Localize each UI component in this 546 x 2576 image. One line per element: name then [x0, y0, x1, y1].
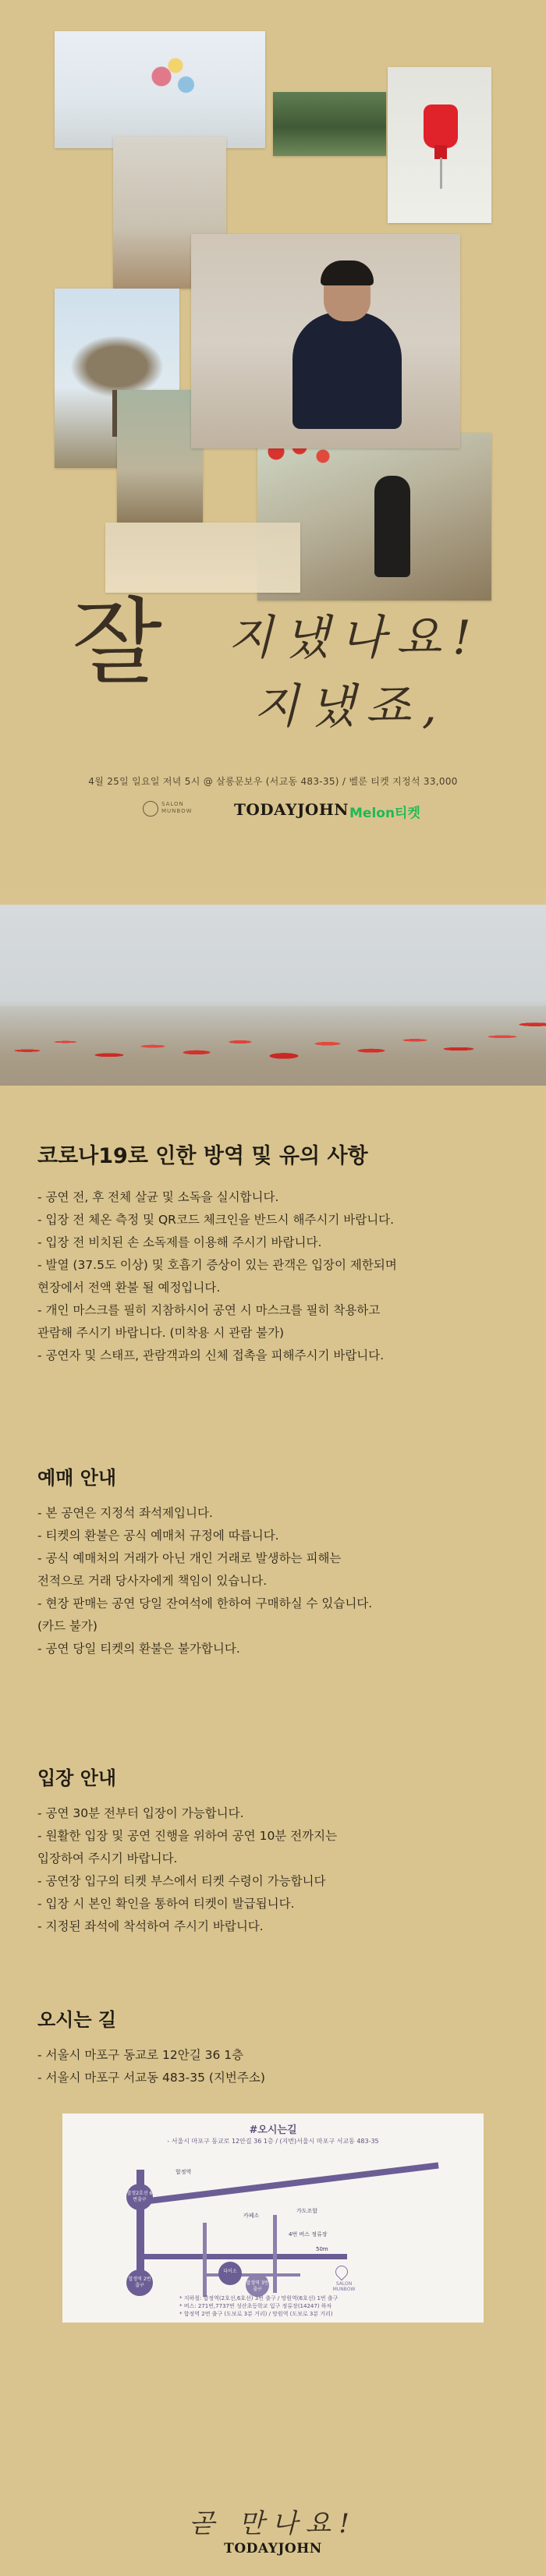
map-note: * 버스: 271번,7737번 성산초등학교 입구 정류장(14247) 하차: [179, 2303, 332, 2309]
map-road: [273, 2215, 277, 2293]
hanging-decorations: [140, 55, 211, 109]
hero-title-line2: 지냈죠,: [254, 679, 448, 734]
photo-man-crouching: [117, 390, 203, 523]
list-item: - 입장 전 비치된 손 소독제를 이용해 주시기 바랍니다.: [37, 1235, 322, 1249]
list-item: - 티켓의 환불은 공식 예매처 규정에 따릅니다.: [37, 1529, 279, 1543]
list-item: - 본 공연은 지정석 좌석제입니다.: [37, 1506, 213, 1520]
booking-list: [37, 1502, 513, 1660]
list-item: 관람해 주시기 바랍니다. (미착용 시 관람 불가): [37, 1326, 285, 1340]
list-item: - 공연 30분 전부터 입장이 가능합니다.: [37, 1806, 244, 1820]
list-item: - 공식 예매처의 거래가 아닌 개인 거래로 발생하는 피해는: [37, 1551, 342, 1565]
map-label: 가도조합: [296, 2208, 318, 2214]
list-item: - 공연 전, 후 전체 살균 및 소독을 실시합니다.: [37, 1190, 279, 1204]
push-pin-icon: [424, 105, 458, 148]
list-item: - 입장 시 본인 확인을 통하여 티켓이 발급됩니다.: [37, 1897, 295, 1911]
covid-notice-list: [37, 1186, 513, 1367]
list-item: - 공연자 및 스태프, 관람객과의 신체 접촉을 피해주시기 바랍니다.: [37, 1348, 385, 1362]
list-item: 입장하여 주시기 바랍니다.: [37, 1851, 178, 1866]
list-item: (카드 불가): [37, 1619, 98, 1633]
event-info: 4월 25일 일요일 저녁 5시 @ 살롱문보우 (서교동 483-35) / 벨룬 티켓 지정석 33,000: [88, 776, 458, 787]
photo-push-pin: [388, 67, 491, 223]
location-pin-icon: [333, 2263, 351, 2281]
directions-list: [37, 2044, 513, 2089]
artist-logo: TODAYJOHN: [234, 800, 349, 819]
photo-sky-decorations: [55, 31, 265, 148]
map-station: 다이소: [218, 2262, 242, 2285]
photo-portrait: [191, 234, 460, 448]
booking-title: 예매 안내: [37, 1467, 117, 1489]
hero-title-char: 잘: [72, 589, 164, 697]
list-item: - 현장 판매는 공연 당일 잔여석에 한하여 구매하실 수 있습니다.: [37, 1596, 373, 1610]
map-road: [203, 2223, 207, 2297]
booking-section: [37, 1462, 513, 1660]
footer-artist-logo: TODAYJOHN: [224, 2541, 322, 2557]
goodbye-message: 곧 만나요!: [189, 2508, 357, 2539]
map-title: #오시는길: [249, 2124, 297, 2136]
entry-list: [37, 1802, 513, 1938]
hero-title-line1: 지냈나요!: [228, 611, 482, 665]
list-item: - 공연 당일 티켓의 환불은 불가합니다.: [37, 1642, 240, 1656]
covid-notice-title: 코로나19로 인한 방역 및 유의 사항: [37, 1144, 368, 1168]
red-pinwheels: [0, 998, 546, 1086]
list-item: - 개인 마스크를 필히 지참하시어 공연 시 마스크를 필히 착용하고: [37, 1303, 381, 1317]
map-station: 합정역 3번출구: [246, 2273, 269, 2297]
pinwheel-photo: [0, 905, 546, 1086]
hero-collage: [0, 0, 546, 889]
entry-section: [37, 1763, 513, 1938]
list-item: - 발열 (37.5도 이상) 및 호흡기 증상이 있는 관객은 입장이 제한되며: [37, 1258, 397, 1272]
map-subtitle: - 서울시 마포구 동교로 12안길 36 1층 / (지번)서울시 마포구 서교동 483-35: [167, 2138, 379, 2145]
map-label: 합정역: [176, 2169, 192, 2175]
list-item: - 지정된 좌석에 착석하여 주시기 바랍니다.: [37, 1919, 264, 1933]
map-notes: [179, 2294, 460, 2318]
list-item: - 서울시 마포구 서교동 483-35 (지번주소): [37, 2071, 265, 2085]
melon-ticket-logo: Melon티켓: [349, 806, 420, 821]
entry-title: 입장 안내: [37, 1767, 117, 1789]
map-station: 합정역 2번출구: [126, 2270, 153, 2296]
venue-logo: SALON MUNBOW: [143, 799, 204, 820]
map-label: 카페소: [243, 2213, 260, 2219]
sponsor-logos: [0, 795, 546, 824]
map-station: 합정2호선 6번출구: [126, 2184, 153, 2210]
list-item: 현장에서 전액 환불 될 예정입니다.: [37, 1281, 221, 1295]
list-item: - 원활한 입장 및 공연 진행을 위하여 공연 10분 전까지는: [37, 1829, 338, 1843]
photo-forest: [273, 92, 386, 156]
map-note: * 지하철: 합정역(2호선,6호선) 3번 출구 / 망원역(6호선) 1번 출구: [179, 2295, 339, 2301]
list-item: - 입장 전 체온 측정 및 QR코드 체크인을 반드시 해주시기 바랍니다.: [37, 1213, 395, 1227]
map-road: [144, 2254, 347, 2259]
directions-section: [37, 2004, 513, 2089]
location-map: [62, 2114, 484, 2323]
list-item: - 서울시 마포구 동교로 12안길 36 1층: [37, 2048, 244, 2062]
directions-title: 오시는 길: [37, 2009, 117, 2031]
list-item: - 공연장 입구의 티켓 부스에서 티켓 수령이 가능합니다: [37, 1874, 326, 1888]
map-label: 4번 버스 정류장: [289, 2231, 328, 2238]
covid-notice-section: [37, 1139, 513, 1367]
venue-logo-icon: [143, 801, 158, 817]
map-scale: 50m: [316, 2246, 328, 2252]
destination-marker: SALON MUNBOW: [328, 2266, 356, 2294]
map-note: * 합정역 2번 출구 (도보로 3분 거리) / 망원역 (도보로 3분 거리): [179, 2311, 333, 2317]
list-item: 전적으로 거래 당사자에게 책임이 있습니다.: [37, 1574, 268, 1588]
